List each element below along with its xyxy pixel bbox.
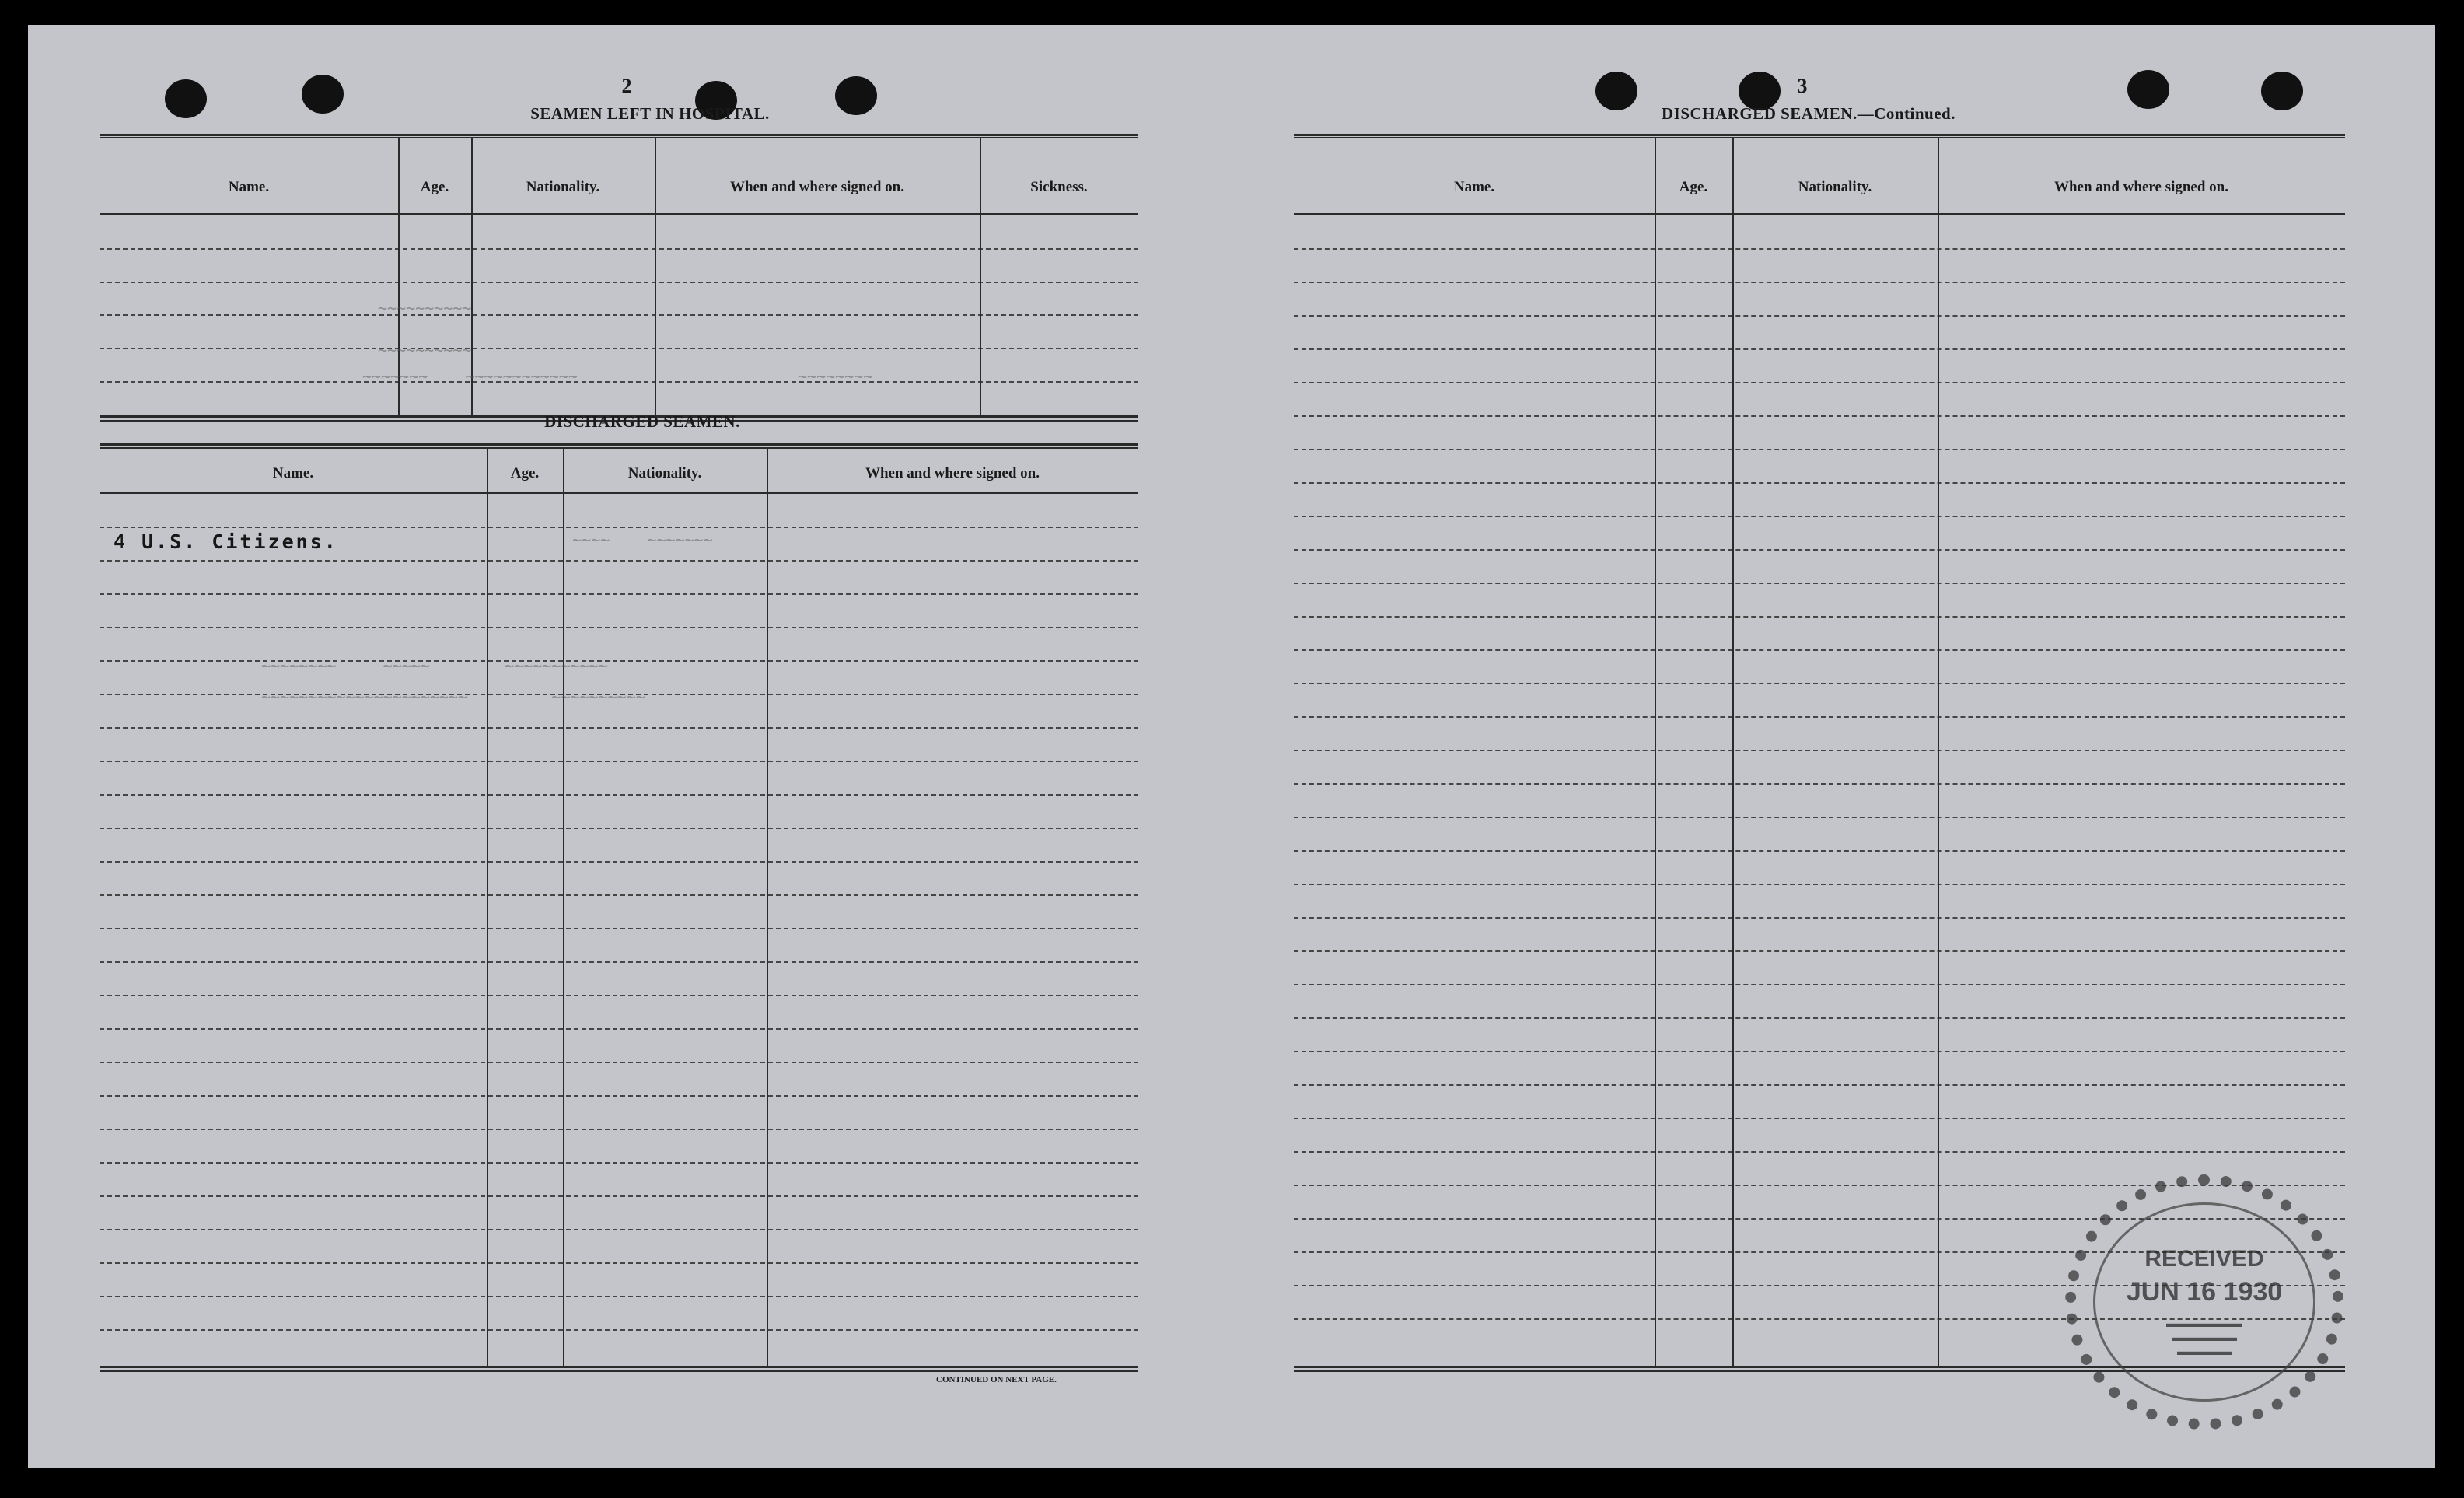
discharged-entry-name: 4 U.S. Citizens. [114, 530, 338, 553]
col-header-name: Name. [1453, 179, 1495, 195]
right-page-number: 3 [1797, 75, 1808, 97]
stamp-lines: ▬▬▬▬▬▬▬ ▬▬▬▬▬▬ ▬▬▬▬▬ [2166, 1317, 2242, 1357]
col-header-nationality: Nationality. [1798, 179, 1872, 195]
punch-hole [302, 75, 344, 114]
punch-hole [165, 79, 207, 118]
col-header-name: Name. [228, 179, 270, 195]
col-header-name: Name. [272, 465, 314, 481]
col-header-sickness: Sickness. [1030, 179, 1088, 195]
col-header-age: Age. [1679, 179, 1708, 195]
col-header-nationality: Nationality. [627, 465, 702, 481]
left-page-number: 2 [621, 75, 632, 97]
bleed-through: ~~~~~~~~~~ [378, 299, 472, 317]
document-sheet [28, 25, 2435, 1468]
bleed-through: ~~~~~~~~ [798, 367, 873, 386]
continued-note: CONTINUED ON NEXT PAGE. [936, 1375, 1057, 1384]
discharged-section-title: DISCHARGED SEAMEN. [544, 412, 740, 431]
col-header-nationality: Nationality. [526, 179, 600, 195]
bleed-through: ~~~~~~~ ~~~~~~~~~~~~ [362, 367, 578, 386]
hospital-table [100, 134, 1138, 429]
bleed-through: ~~~~~~~~ ~~~~~ ~~~~~~~~~~~ [261, 656, 608, 675]
hospital-section-title: SEAMEN LEFT IN HOSPITAL. [530, 104, 770, 123]
received-stamp [2065, 1174, 2343, 1430]
col-header-signed-on: When and where signed on. [2053, 179, 2228, 195]
discharged-table [100, 443, 1138, 1377]
col-header-signed-on: When and where signed on. [729, 179, 904, 195]
col-header-signed-on: When and where signed on. [865, 465, 1040, 481]
punch-hole [2127, 70, 2169, 109]
stamp-word: RECEIVED [2144, 1246, 2264, 1272]
bleed-through: ~~~~ ~~~~~~~ [572, 530, 713, 549]
right-section-title: DISCHARGED SEAMEN.—Continued. [1662, 104, 1955, 123]
bleed-through: ~~~~~~~~~~~~~~~~~~~~~~ ~~~~~~~~~~ [261, 688, 645, 706]
stamp-date: JUN 16 1930 [2126, 1277, 2283, 1307]
col-header-age: Age. [510, 465, 540, 481]
bleed-through: ~~~~~~~~~~ [378, 341, 472, 359]
col-header-age: Age. [420, 179, 449, 195]
punch-hole [2261, 72, 2303, 110]
